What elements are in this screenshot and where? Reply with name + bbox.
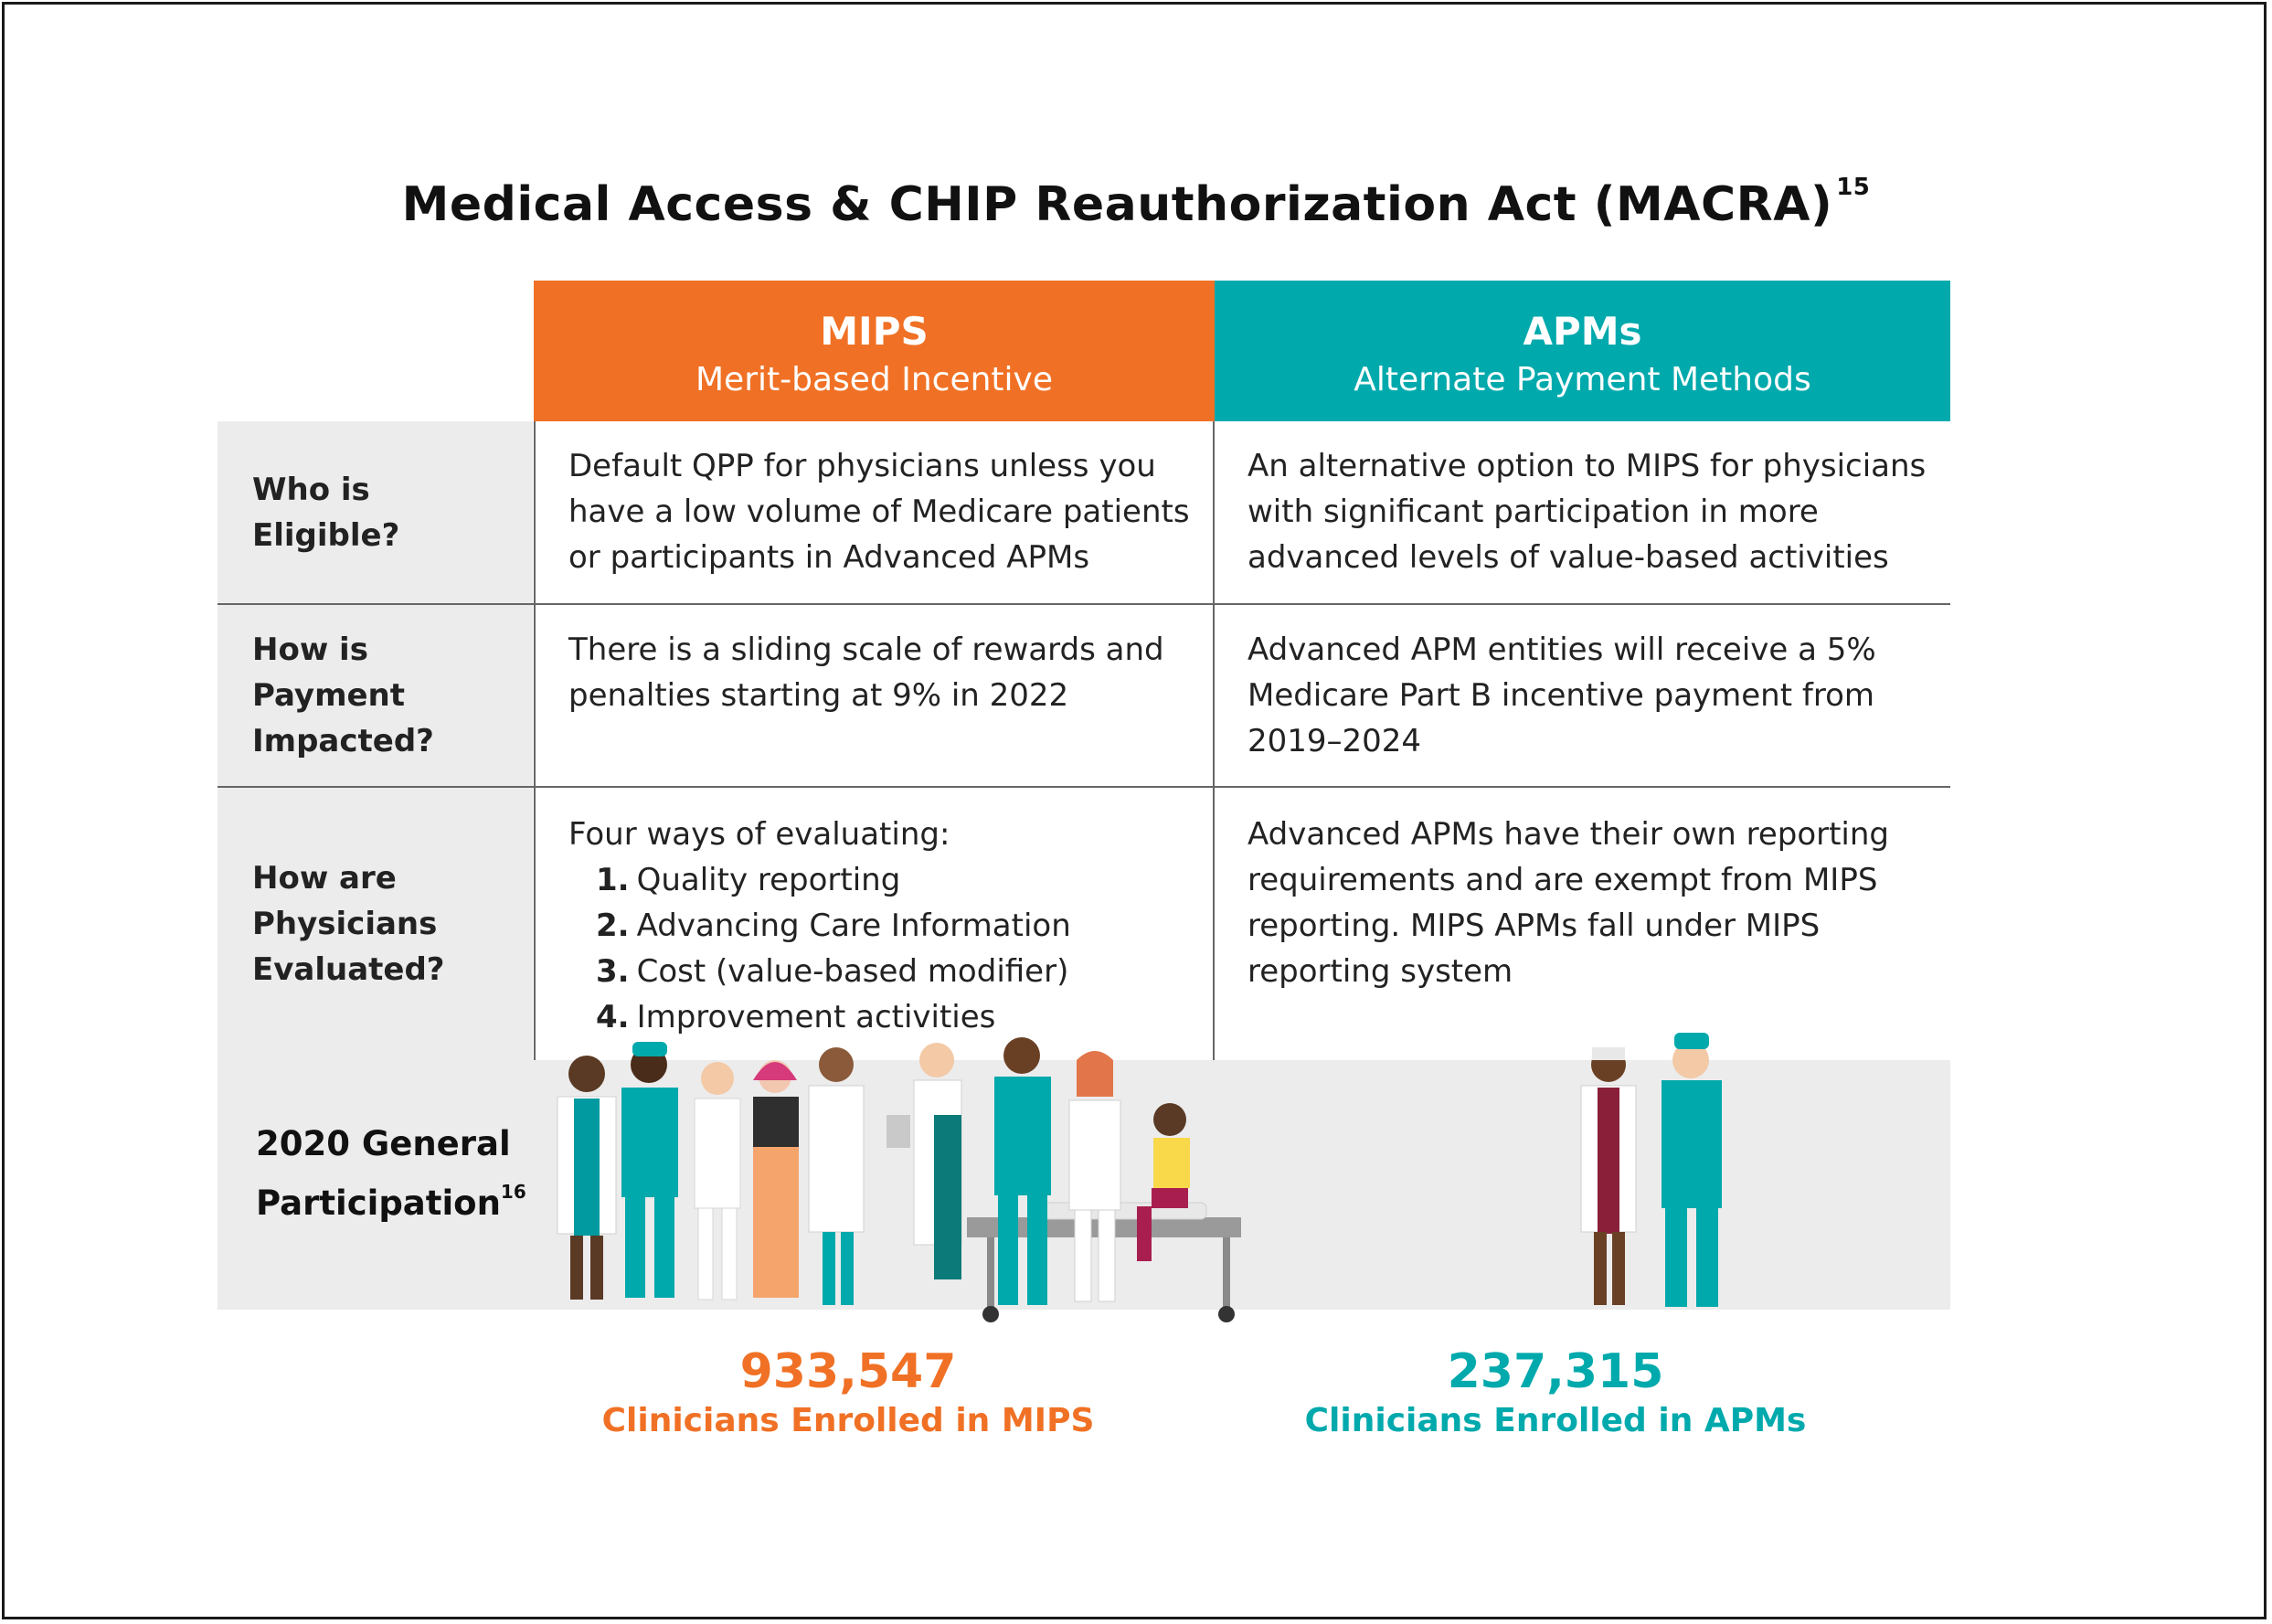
- cell-line: Default QPP for physicians unless you: [568, 448, 1156, 484]
- evaluation-item: [568, 949, 1213, 994]
- clinician-figure-6: [914, 1043, 961, 1279]
- mips-enrollment-count: 933,547: [739, 1344, 957, 1399]
- apms-eligibility-cell: [1215, 421, 1950, 603]
- cell-line: An alternative option to MIPS for physicians: [1247, 448, 1927, 484]
- participation-label: [256, 1120, 526, 1227]
- row-label-line: How is: [252, 632, 368, 668]
- mips-enrollment-label: Clinicians Enrolled in MIPS: [601, 1402, 1095, 1439]
- apms-header-subtitle: Alternate Payment Methods: [1354, 361, 1811, 398]
- clinician-figure-apm-1: [1581, 1047, 1636, 1305]
- cell-line: Advanced APMs have their own reporting: [1247, 816, 1890, 853]
- clinician-figure-8: [1069, 1051, 1120, 1301]
- mips-header-name: MIPS: [820, 309, 929, 354]
- clinician-figure-2: [621, 1042, 678, 1298]
- item-number: 3.: [596, 953, 630, 990]
- apms-enrollment-count: 237,315: [1447, 1344, 1664, 1399]
- row-label-line: Who is: [252, 471, 370, 508]
- cell-line: reporting. MIPS APMs fall under MIPS: [1247, 908, 1821, 944]
- mips-eligibility-cell: [534, 421, 1215, 603]
- apms-evaluation-cell: [1215, 788, 1950, 1060]
- title-text: Medical Access & CHIP Reauthorization Act (MACRA): [401, 177, 1833, 232]
- cell-line: or participants in Advanced APMs: [568, 539, 1090, 576]
- participation-label-text: Participation: [256, 1184, 501, 1223]
- apms-payment-cell: [1215, 605, 1950, 786]
- evaluation-intro: Four ways of evaluating:: [568, 816, 950, 853]
- evaluation-item: [568, 903, 1213, 949]
- row-label-line: How are: [252, 860, 397, 897]
- evaluation-list: [568, 857, 1213, 1040]
- row-label-line: Impacted?: [252, 723, 434, 759]
- cell-line: penalties starting at 9% in 2022: [568, 677, 1069, 714]
- cell-line: Advanced APM entities will receive a 5%: [1247, 632, 1876, 668]
- item-number: 1.: [596, 862, 630, 898]
- participation-footnote-ref: 16: [500, 1181, 526, 1203]
- clinician-figure-1: [557, 1056, 616, 1300]
- cell-line: There is a sliding scale of rewards and: [568, 632, 1164, 668]
- row-label-payment: [218, 605, 533, 786]
- mips-header-subtitle: Merit-based Incentive: [695, 361, 1053, 398]
- cell-line: reporting system: [1247, 953, 1513, 990]
- item-text: Cost (value-based modifier): [636, 953, 1069, 990]
- item-number: 2.: [596, 908, 630, 944]
- apms-clinicians-illustration: [1554, 1024, 1755, 1325]
- cell-line: have a low volume of Medicare patients: [568, 494, 1190, 530]
- participation-label-line: 2020 General: [256, 1124, 511, 1163]
- patient-figure: [1137, 1103, 1190, 1261]
- row-label-line: Physicians: [252, 906, 438, 942]
- item-text: Quality reporting: [636, 862, 901, 898]
- mips-clinicians-illustration: [530, 1024, 1261, 1334]
- page-title: [0, 174, 2272, 232]
- mips-evaluation-cell: [534, 788, 1215, 1060]
- item-text: Advancing Care Information: [636, 908, 1071, 944]
- cell-line: requirements and are exempt from MIPS: [1247, 862, 1878, 898]
- row-label-evaluation: [218, 788, 533, 1060]
- apms-enrollment-label: Clinicians Enrolled in APMs: [1304, 1402, 1807, 1439]
- mips-payment-cell: [534, 605, 1215, 786]
- cell-line: advanced levels of value-based activities: [1247, 539, 1889, 576]
- clinician-figure-4: [753, 1060, 799, 1298]
- apms-header-name: APMs: [1523, 309, 1642, 354]
- cell-line: 2019–2024: [1247, 723, 1422, 759]
- mips-column-header: [534, 281, 1215, 421]
- row-label-line: Eligible?: [252, 516, 400, 554]
- row-label-line: Evaluated?: [252, 951, 445, 988]
- clinician-figure-3: [695, 1062, 740, 1300]
- item-text: Improvement activities: [636, 999, 996, 1035]
- participation-label-line: [256, 1168, 526, 1227]
- title-footnote-ref: 15: [1836, 174, 1871, 201]
- cell-line: with significant participation in more: [1247, 494, 1819, 530]
- clinician-figure-apm-2: [1662, 1033, 1722, 1307]
- item-number: 4.: [596, 999, 630, 1035]
- apms-enrollment-stat: [1281, 1343, 1830, 1442]
- cell-line: Medicare Part B incentive payment from: [1247, 677, 1874, 714]
- mips-enrollment-stat: [574, 1343, 1122, 1442]
- row-label-eligibility: [218, 421, 533, 603]
- clinician-figure-5: [809, 1047, 910, 1305]
- apms-column-header: [1215, 281, 1950, 421]
- row-label-line: Payment: [252, 677, 406, 714]
- evaluation-item: [568, 857, 1213, 903]
- clinician-figure-7: [994, 1037, 1051, 1305]
